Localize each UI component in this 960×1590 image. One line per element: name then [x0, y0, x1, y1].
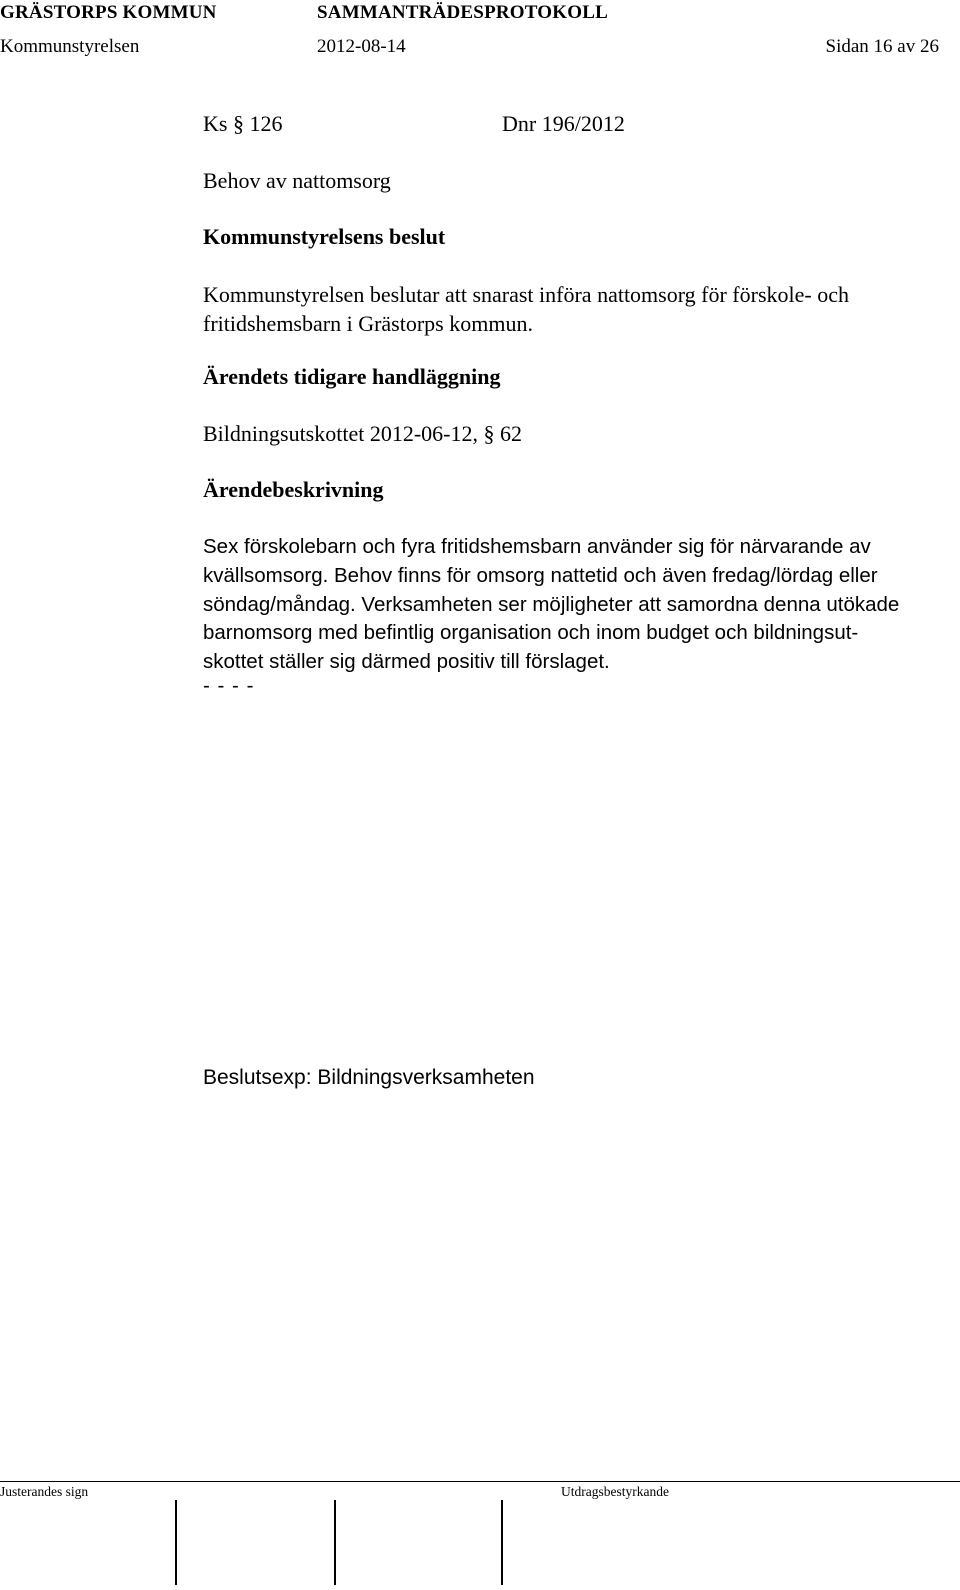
- section-separator: - - - -: [203, 674, 255, 697]
- previous-handling-text: Bildningsutskottet 2012-06-12, § 62: [203, 421, 522, 446]
- signature-box-divider: [334, 1500, 336, 1585]
- description-line: Sex förskolebarn och fyra fritidshemsbarn använder sig för närvarande av: [203, 535, 871, 558]
- signature-box-divider: [501, 1500, 503, 1585]
- organization-name: GRÄSTORPS KOMMUN: [0, 2, 217, 23]
- description-heading: Ärendebeskrivning: [203, 477, 384, 502]
- previous-handling-heading: Ärendets tidigare handläggning: [203, 364, 501, 389]
- certification-label: Utdragsbestyrkande: [561, 1484, 669, 1499]
- diary-number: Dnr 196/2012: [502, 111, 625, 136]
- description-line: söndag/måndag. Verksamheten ser möjligheter att samordna denna utökade: [203, 592, 900, 616]
- description-line: skottet ställer sig därmed positiv till förslaget.: [203, 650, 610, 674]
- committee-name: Kommunstyrelsen: [0, 36, 140, 57]
- document-type: SAMMANTRÄDESPROTOKOLL: [317, 2, 608, 23]
- case-title: Behov av nattomsorg: [203, 168, 391, 193]
- dispatch-note: Beslutsexp: Bildningsverksamheten: [203, 1066, 535, 1089]
- description-line: barnomsorg med befintlig organisation och inom budget och bildningsut-: [203, 621, 859, 645]
- decision-text: Kommunstyrelsen beslutar att snarast införa nattomsorg för förskole- och fritidshemsbarn i Grästorps kommun.: [203, 282, 849, 336]
- footer-divider: [0, 1481, 960, 1482]
- signature-box-divider: [175, 1500, 177, 1585]
- page-number: Sidan 16 av 26: [825, 36, 939, 57]
- case-paragraph-id: Ks § 126: [203, 111, 283, 136]
- signature-label: Justerandes sign: [0, 1484, 89, 1499]
- description-text: [203, 533, 948, 677]
- description-line: kvällsomsorg. Behov finns för omsorg nattetid och även fredag/lördag eller: [203, 563, 878, 587]
- decision-heading: Kommunstyrelsens beslut: [203, 224, 446, 249]
- meeting-date: 2012-08-14: [317, 36, 406, 57]
